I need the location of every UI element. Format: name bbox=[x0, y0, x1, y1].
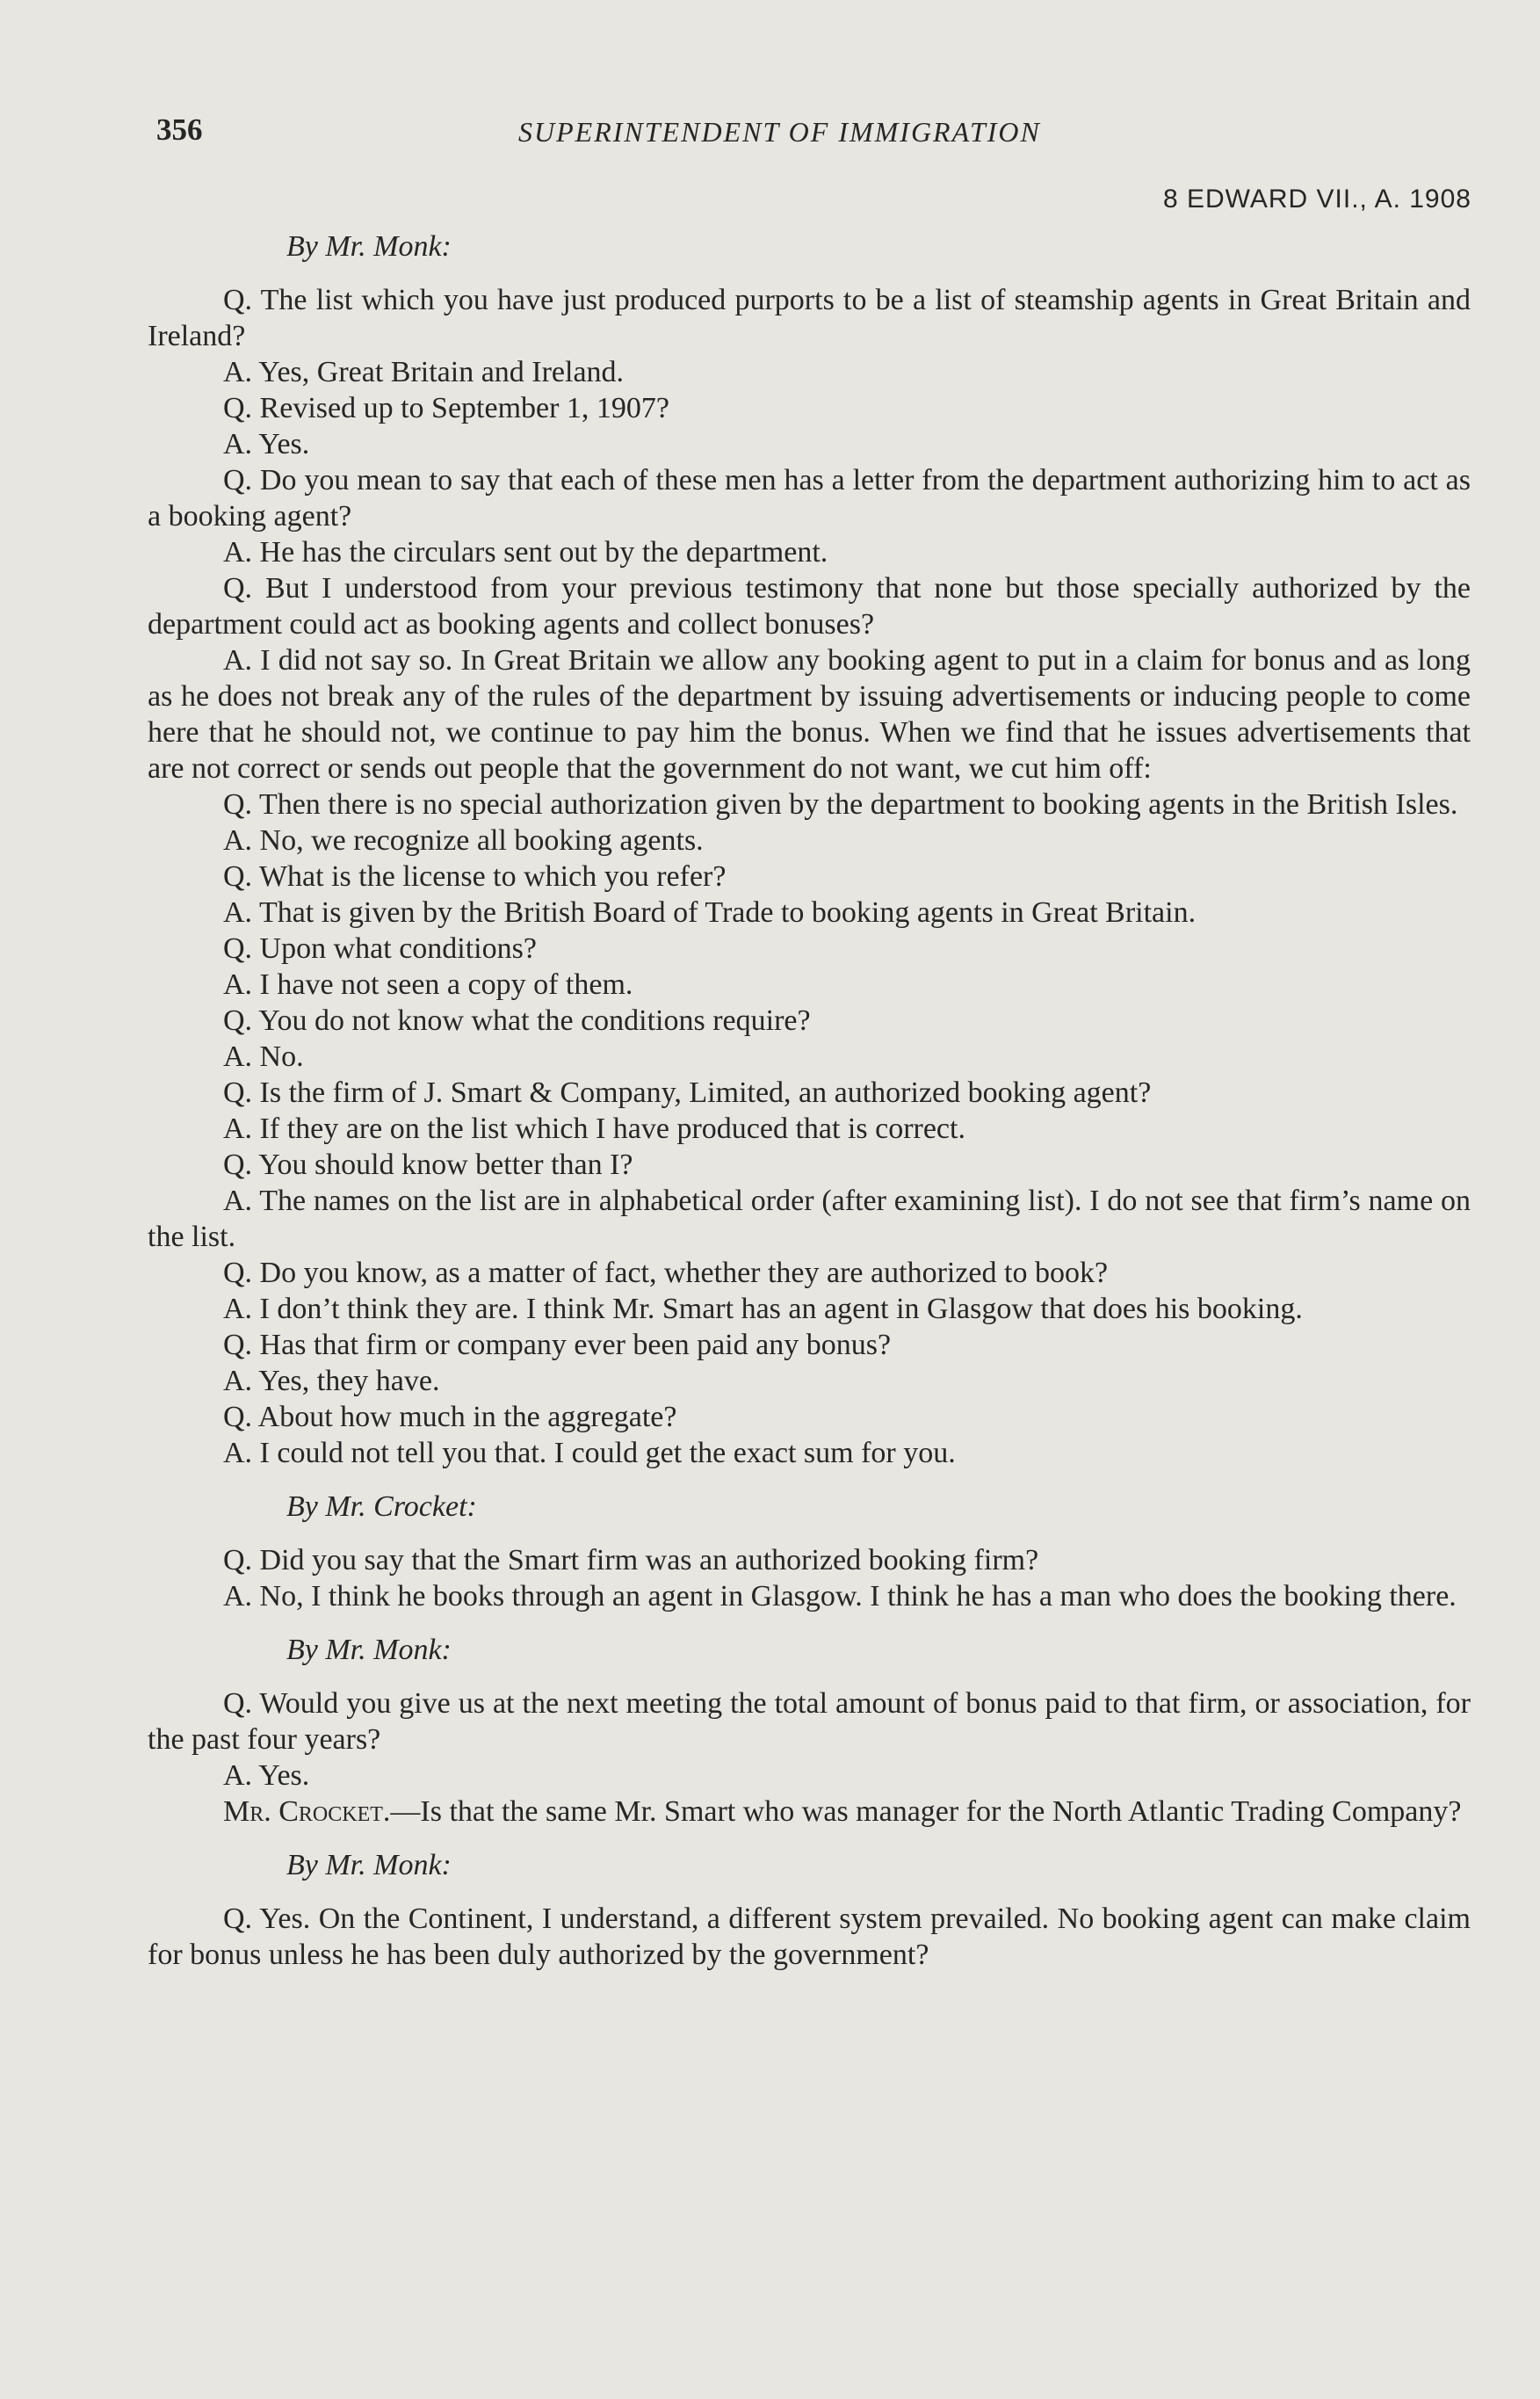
transcript-paragraph: Q. Would you give us at the next meeting the total amount of bonus paid to that firm, or association, for the past four years? bbox=[148, 1687, 1471, 1756]
section-heading: By Mr. Monk: bbox=[286, 230, 452, 263]
transcript-paragraph: A. I could not tell you that. I could get the exact sum for you. bbox=[223, 1437, 956, 1469]
transcript-paragraph: A. I did not say so. In Great Britain we allow any booking agent to put in a claim for bonus and as long as he does not break any of the rules of the department by issuing advertisements or inducing people to come here that he should not, we continue to pay him the bonus. When we find that he issues advertisements that are not correct or sends out people that the government do not want, we cut him off: bbox=[148, 644, 1471, 785]
transcript-paragraph: Q. You do not know what the conditions require? bbox=[223, 1004, 811, 1037]
section-heading: By Mr. Monk: bbox=[286, 1634, 452, 1666]
transcript-paragraph: A. Yes, they have. bbox=[223, 1365, 440, 1397]
transcript-paragraph: A. Yes, Great Britain and Ireland. bbox=[223, 356, 625, 388]
transcript-paragraph: Q. What is the license to which you refer? bbox=[223, 860, 727, 893]
speaker-name: Mr. Crocket. bbox=[223, 1795, 391, 1828]
transcript-paragraph: A. No. bbox=[223, 1040, 304, 1073]
page-header bbox=[156, 112, 1474, 156]
transcript-body bbox=[148, 228, 1471, 1973]
transcript-paragraph: Q. Revised up to September 1, 1907? bbox=[223, 392, 670, 424]
speaker-text: —Is that the same Mr. Smart who was manager for the North Atlantic Trading Company? bbox=[390, 1795, 1462, 1828]
transcript-paragraph: Q. But I understood from your previous testimony that none but those specially authorized by the department could act as booking agents and collect bonuses? bbox=[148, 572, 1471, 641]
section-heading: By Mr. Monk: bbox=[286, 1849, 452, 1881]
edition-line: 8 EDWARD VII., A. 1908 bbox=[1162, 185, 1471, 214]
transcript-paragraph: A. The names on the list are in alphabetical order (after examining list). I do not see that firm’s name on the list. bbox=[148, 1185, 1471, 1253]
transcript-paragraph: Q. Did you say that the Smart firm was an authorized booking firm? bbox=[223, 1544, 1039, 1576]
transcript-paragraph: Q. Do you know, as a matter of fact, whether they are authorized to book? bbox=[223, 1257, 1109, 1289]
transcript-paragraph: A. I don’t think they are. I think Mr. Smart has an agent in Glasgow that does his booking. bbox=[223, 1293, 1303, 1325]
transcript-paragraph: Q. You should know better than I? bbox=[223, 1149, 633, 1181]
transcript-paragraph: A. I have not seen a copy of them. bbox=[223, 968, 633, 1001]
transcript-paragraph: Q. About how much in the aggregate? bbox=[223, 1401, 677, 1433]
transcript-paragraph: Q. Is the firm of J. Smart & Company, Limited, an authorized booking agent? bbox=[223, 1076, 1152, 1109]
transcript-paragraph: A. If they are on the list which I have produced that is correct. bbox=[223, 1113, 965, 1145]
transcript-paragraph: Q. Yes. On the Continent, I understand, a different system prevailed. No booking agent can make claim for bonus unless he has been duly authorized by the government? bbox=[148, 1903, 1471, 1971]
transcript-paragraph: A. That is given by the British Board of Trade to booking agents in Great Britain. bbox=[223, 896, 1197, 929]
page-number: 356 bbox=[156, 112, 203, 147]
section-heading: By Mr. Crocket: bbox=[286, 1490, 477, 1523]
transcript-paragraph: Q. Do you mean to say that each of these men has a letter from the department authorizing him to act as a booking agent? bbox=[148, 464, 1471, 533]
transcript-paragraph: A. He has the circulars sent out by the department. bbox=[223, 536, 828, 569]
transcript-paragraph: A. No, I think he books through an agent in Glasgow. I think he has a man who does the booking there. bbox=[223, 1580, 1457, 1613]
transcript-paragraph: Q. Upon what conditions? bbox=[223, 932, 537, 965]
running-title: SUPERINTENDENT OF IMMIGRATION bbox=[518, 116, 1041, 148]
transcript-paragraph: A. Yes. bbox=[223, 1759, 310, 1792]
transcript-paragraph: A. Yes. bbox=[223, 428, 310, 460]
transcript-paragraph: Q. Then there is no special authorization given by the department to booking agents in the British Isles. bbox=[223, 788, 1458, 821]
transcript-paragraph: A. No, we recognize all booking agents. bbox=[223, 824, 704, 857]
transcript-paragraph: Q. The list which you have just produced purports to be a list of steamship agents in Great Britain and Ireland? bbox=[148, 284, 1471, 352]
speaker-paragraph bbox=[148, 1794, 1471, 1830]
transcript-paragraph: Q. Has that firm or company ever been paid any bonus? bbox=[223, 1329, 892, 1361]
